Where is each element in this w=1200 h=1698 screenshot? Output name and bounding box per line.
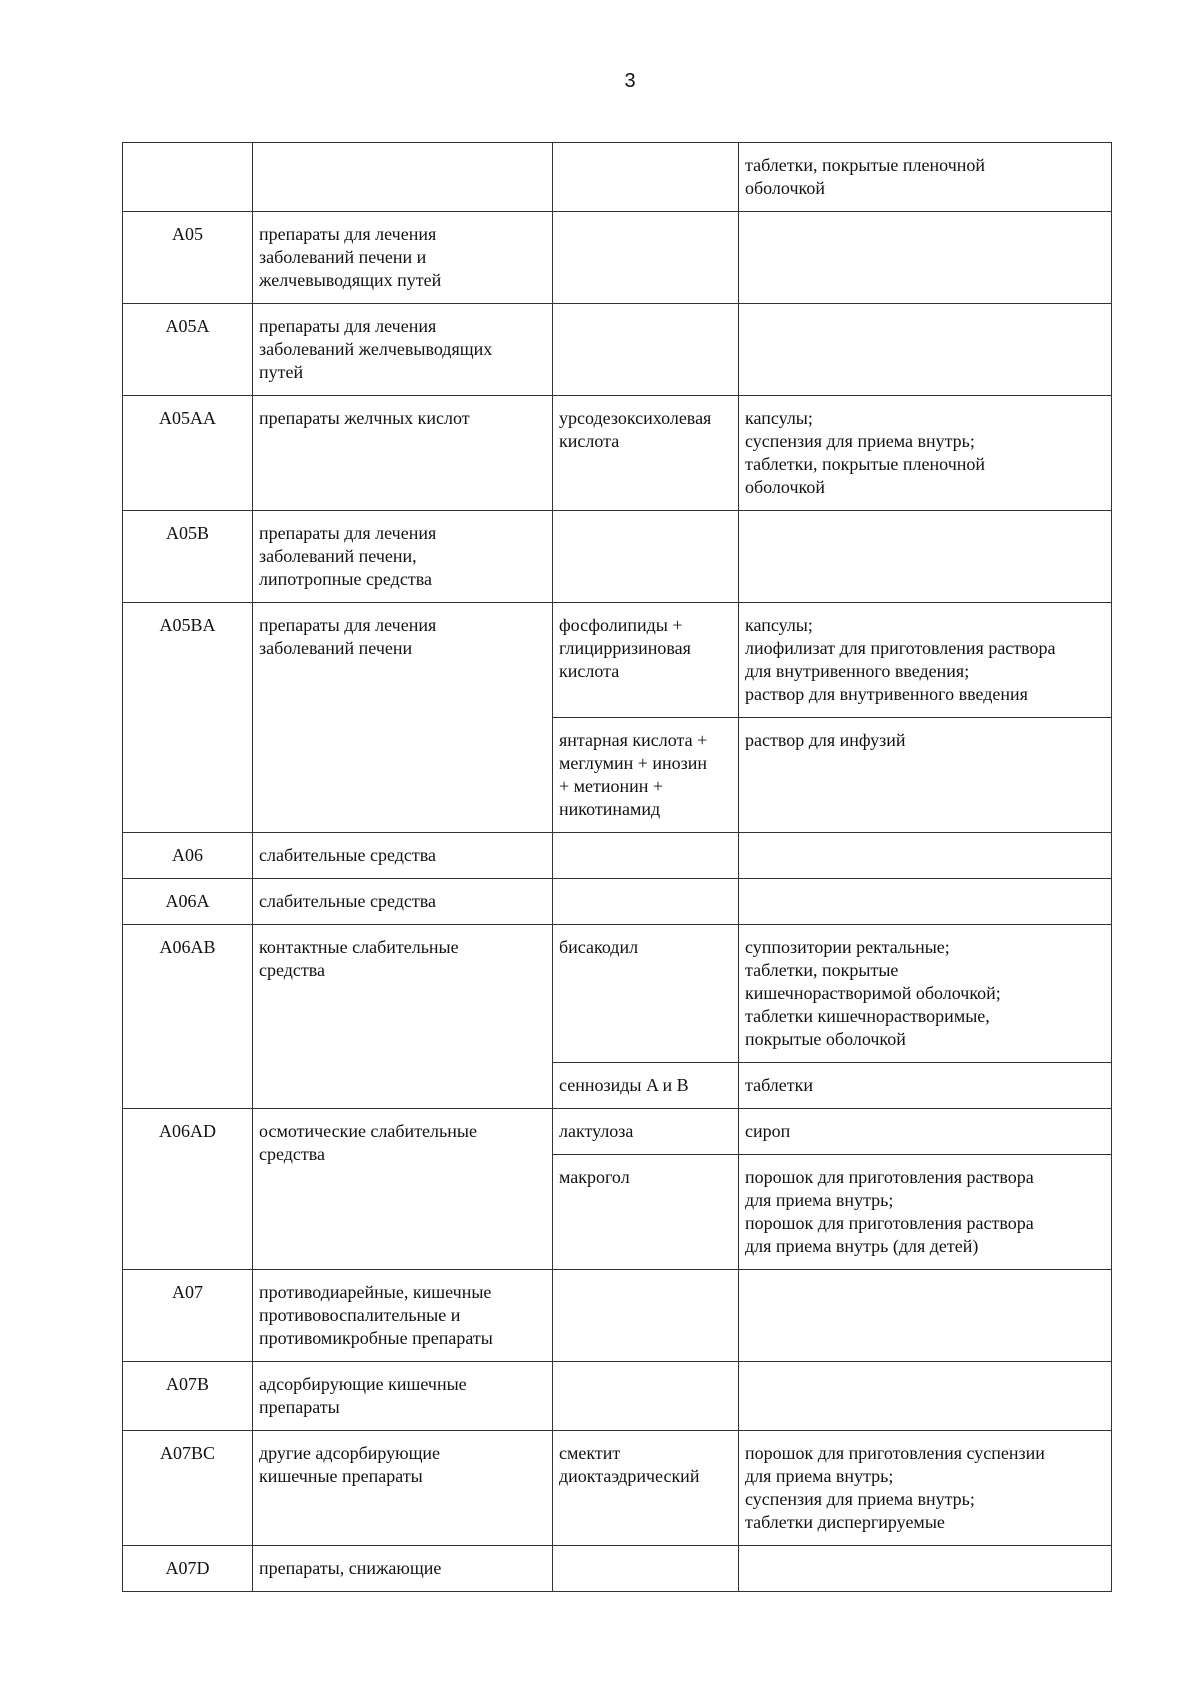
substance-cell: [553, 143, 739, 212]
dosage-forms-cell: раствор для инфузий: [739, 718, 1112, 833]
group-name-cell: адсорбирующие кишечные препараты: [253, 1362, 553, 1431]
substance-cell: [553, 1362, 739, 1431]
atc-code-cell: A05A: [123, 304, 253, 396]
substance-cell: смектит диоктаэдрический: [553, 1431, 739, 1546]
table-row: [123, 1431, 1112, 1546]
table-row: [123, 511, 1112, 603]
group-name-cell: контактные слабительные средства: [253, 925, 553, 1109]
dosage-forms-cell: суппозитории ректальные; таблетки, покрытые кишечнорастворимой оболочкой; таблетки кишечнорастворимые, покрытые оболочкой: [739, 925, 1112, 1063]
atc-code-cell: A06AD: [123, 1109, 253, 1270]
table-row: [123, 925, 1112, 1063]
dosage-forms-cell: [739, 879, 1112, 925]
substance-cell: урсодезоксихолевая кислота: [553, 396, 739, 511]
table-row: [123, 1270, 1112, 1362]
atc-code-cell: A07BC: [123, 1431, 253, 1546]
substance-cell: [553, 1546, 739, 1592]
substance-cell: [553, 833, 739, 879]
table-row: [123, 212, 1112, 304]
substance-cell: [553, 511, 739, 603]
atc-code-cell: A07D: [123, 1546, 253, 1592]
substance-cell: янтарная кислота + меглумин + инозин + метионин + никотинамид: [553, 718, 739, 833]
table-row: [123, 879, 1112, 925]
dosage-forms-cell: [739, 1270, 1112, 1362]
group-name-cell: препараты для лечения заболеваний желчевыводящих путей: [253, 304, 553, 396]
group-name-cell: препараты для лечения заболеваний печени, липотропные средства: [253, 511, 553, 603]
dosage-forms-cell: [739, 833, 1112, 879]
atc-code-cell: A05AA: [123, 396, 253, 511]
substance-cell: фосфолипиды + глицирризиновая кислота: [553, 603, 739, 718]
group-name-cell: препараты для лечения заболеваний печени: [253, 603, 553, 833]
substance-cell: сеннозиды A и B: [553, 1063, 739, 1109]
group-name-cell: другие адсорбирующие кишечные препараты: [253, 1431, 553, 1546]
substance-cell: макрогол: [553, 1155, 739, 1270]
dosage-forms-cell: таблетки: [739, 1063, 1112, 1109]
dosage-forms-cell: [739, 1546, 1112, 1592]
table-row: [123, 603, 1112, 718]
dosage-forms-cell: [739, 304, 1112, 396]
atc-code-cell: A06: [123, 833, 253, 879]
group-name-cell: слабительные средства: [253, 879, 553, 925]
table-row: [123, 833, 1112, 879]
table-row: [123, 304, 1112, 396]
atc-code-cell: A05BA: [123, 603, 253, 833]
substance-cell: лактулоза: [553, 1109, 739, 1155]
table-row: [123, 143, 1112, 212]
table-row: [123, 1362, 1112, 1431]
dosage-forms-cell: таблетки, покрытые пленочной оболочкой: [739, 143, 1112, 212]
atc-code-cell: A05: [123, 212, 253, 304]
group-name-cell: препараты желчных кислот: [253, 396, 553, 511]
dosage-forms-cell: [739, 212, 1112, 304]
group-name-cell: осмотические слабительные средства: [253, 1109, 553, 1270]
table-row: [123, 1546, 1112, 1592]
atc-code-cell: A07B: [123, 1362, 253, 1431]
dosage-forms-cell: капсулы; лиофилизат для приготовления раствора для внутривенного введения; раствор для внутривенного введения: [739, 603, 1112, 718]
atc-code-cell: A05B: [123, 511, 253, 603]
substance-cell: [553, 212, 739, 304]
table-row: [123, 396, 1112, 511]
atc-code-cell: A06A: [123, 879, 253, 925]
table-row: [123, 1109, 1112, 1155]
group-name-cell: [253, 143, 553, 212]
atc-code-cell: [123, 143, 253, 212]
atc-code-cell: A06AB: [123, 925, 253, 1109]
group-name-cell: слабительные средства: [253, 833, 553, 879]
dosage-forms-cell: порошок для приготовления суспензии для приема внутрь; суспензия для приема внутрь; таблетки диспергируемые: [739, 1431, 1112, 1546]
dosage-forms-cell: [739, 1362, 1112, 1431]
substance-cell: [553, 304, 739, 396]
medication-table: [122, 142, 1112, 1592]
substance-cell: [553, 879, 739, 925]
page-number: 3: [624, 70, 636, 92]
substance-cell: бисакодил: [553, 925, 739, 1063]
atc-code-cell: A07: [123, 1270, 253, 1362]
dosage-forms-cell: [739, 511, 1112, 603]
group-name-cell: препараты, снижающие: [253, 1546, 553, 1592]
group-name-cell: противодиарейные, кишечные противовоспалительные и противомикробные препараты: [253, 1270, 553, 1362]
substance-cell: [553, 1270, 739, 1362]
dosage-forms-cell: сироп: [739, 1109, 1112, 1155]
group-name-cell: препараты для лечения заболеваний печени и желчевыводящих путей: [253, 212, 553, 304]
dosage-forms-cell: капсулы; суспензия для приема внутрь; таблетки, покрытые пленочной оболочкой: [739, 396, 1112, 511]
dosage-forms-cell: порошок для приготовления раствора для приема внутрь; порошок для приготовления раствора для приема внутрь (для детей): [739, 1155, 1112, 1270]
